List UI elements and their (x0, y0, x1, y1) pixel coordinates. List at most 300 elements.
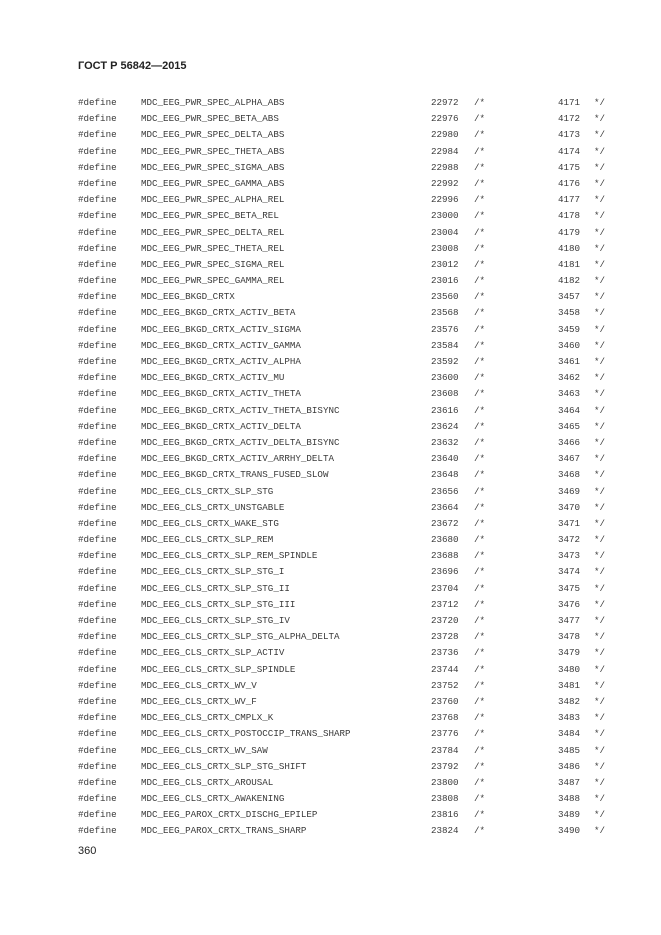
comment-index: 4176 (558, 177, 581, 189)
define-keyword: #define (78, 307, 117, 319)
comment-close: */ (594, 825, 606, 837)
constant-name: MDC_EEG_PWR_SPEC_THETA_REL (141, 242, 285, 254)
constant-name: MDC_EEG_BKGD_CRTX_ACTIV_BETA (141, 307, 296, 319)
comment-close: */ (594, 372, 606, 384)
constant-value: 22992 (431, 177, 459, 189)
comment-close: */ (594, 631, 606, 643)
constant-value: 23688 (431, 550, 459, 562)
define-keyword: #define (78, 598, 117, 610)
constant-value: 22976 (431, 113, 459, 125)
define-keyword: #define (78, 453, 117, 465)
comment-open: /* (474, 615, 486, 626)
constant-name: MDC_EEG_PWR_SPEC_BETA_REL (141, 210, 279, 222)
define-keyword: #define (78, 501, 117, 513)
document-header: ГОСТ Р 56842—2015 (78, 60, 187, 72)
define-line (78, 144, 618, 160)
constant-value: 23608 (431, 388, 459, 400)
define-line (78, 192, 618, 208)
comment-close: */ (594, 679, 606, 691)
comment-index: 3474 (558, 566, 581, 578)
constant-name: MDC_EEG_BKGD_CRTX_ACTIV_SIGMA (141, 323, 301, 335)
comment-open: /* (474, 258, 486, 270)
comment-open: /* (474, 436, 486, 448)
comment-index: 4178 (558, 210, 581, 222)
comment-close: */ (594, 598, 606, 610)
define-line (78, 791, 618, 807)
comment-index: 3486 (558, 760, 581, 772)
comment-index: 4175 (558, 161, 581, 173)
comment-index: 3481 (558, 679, 581, 691)
comment-open: /* (474, 226, 486, 238)
comment-open: /* (474, 177, 486, 189)
constant-value: 22996 (431, 194, 459, 206)
constant-value: 23016 (431, 275, 459, 287)
comment-close: */ (594, 161, 606, 173)
comment-open: /* (474, 453, 486, 465)
comment-index: 3487 (558, 776, 581, 788)
define-line (78, 273, 618, 289)
constant-value: 23768 (431, 712, 459, 724)
define-line (78, 160, 618, 176)
comment-close: */ (594, 582, 606, 594)
define-keyword: #define (78, 339, 117, 351)
define-line (78, 305, 618, 321)
define-keyword: #define (78, 242, 117, 254)
constant-name: MDC_EEG_BKGD_CRTX_ACTIV_DELTA (141, 420, 301, 432)
constant-name: MDC_EEG_PWR_SPEC_DELTA_REL (141, 226, 285, 238)
comment-index: 3471 (558, 517, 581, 529)
comment-index: 3470 (558, 501, 581, 513)
constant-name: MDC_EEG_CLS_CRTX_SLP_ACTIV (141, 647, 285, 659)
constant-name: MDC_EEG_CLS_CRTX_SLP_STG_IV (141, 615, 290, 626)
comment-close: */ (594, 760, 606, 772)
constant-name: MDC_EEG_CLS_CRTX_SLP_REM_SPINDLE (141, 550, 318, 562)
define-keyword: #define (78, 825, 117, 837)
constant-value: 23560 (431, 291, 459, 303)
define-keyword: #define (78, 663, 117, 675)
define-keyword: #define (78, 793, 117, 805)
constant-value: 23648 (431, 469, 459, 481)
constant-value: 23824 (431, 825, 459, 837)
constant-value: 23012 (431, 258, 459, 270)
comment-open: /* (474, 825, 486, 837)
comment-open: /* (474, 776, 486, 788)
define-keyword: #define (78, 647, 117, 659)
comment-index: 3483 (558, 712, 581, 724)
comment-open: /* (474, 356, 486, 367)
define-line (78, 564, 618, 580)
define-line (78, 775, 618, 791)
comment-open: /* (474, 695, 486, 707)
comment-close: */ (594, 323, 606, 335)
comment-open: /* (474, 582, 486, 594)
define-keyword: #define (78, 566, 117, 578)
comment-index: 3465 (558, 420, 581, 432)
comment-index: 3460 (558, 339, 581, 351)
define-line (78, 111, 618, 127)
constant-name: MDC_EEG_PWR_SPEC_SIGMA_REL (141, 258, 285, 270)
comment-index: 3488 (558, 793, 581, 805)
comment-index: 3464 (558, 404, 581, 416)
define-keyword: #define (78, 404, 117, 416)
define-line (78, 257, 618, 273)
constant-name: MDC_EEG_CLS_CRTX_SLP_STG_III (141, 598, 296, 610)
comment-open: /* (474, 145, 486, 157)
comment-index: 3477 (558, 615, 581, 626)
constant-name: MDC_EEG_CLS_CRTX_SLP_SPINDLE (141, 663, 296, 675)
constant-value: 23632 (431, 436, 459, 448)
define-keyword: #define (78, 679, 117, 691)
comment-open: /* (474, 404, 486, 416)
define-keyword: #define (78, 145, 117, 157)
constant-value: 23816 (431, 809, 459, 821)
define-keyword: #define (78, 582, 117, 594)
comment-open: /* (474, 679, 486, 691)
define-line (78, 289, 618, 305)
comment-index: 3482 (558, 695, 581, 707)
comment-close: */ (594, 695, 606, 707)
comment-open: /* (474, 550, 486, 562)
code-listing (78, 95, 618, 840)
comment-close: */ (594, 615, 606, 626)
define-keyword: #define (78, 469, 117, 481)
define-line (78, 419, 618, 435)
constant-name: MDC_EEG_PWR_SPEC_ALPHA_REL (141, 194, 285, 206)
constant-name: MDC_EEG_PWR_SPEC_GAMMA_REL (141, 275, 285, 287)
define-line (78, 807, 618, 823)
constant-name: MDC_EEG_CLS_CRTX_AWAKENING (141, 793, 285, 805)
define-line (78, 435, 618, 451)
constant-name: MDC_EEG_BKGD_CRTX_ACTIV_ALPHA (141, 356, 301, 367)
comment-close: */ (594, 647, 606, 659)
comment-open: /* (474, 275, 486, 287)
comment-open: /* (474, 210, 486, 222)
comment-index: 3489 (558, 809, 581, 821)
define-line (78, 678, 618, 694)
comment-close: */ (594, 712, 606, 724)
constant-name: MDC_EEG_CLS_CRTX_CMPLX_K (141, 712, 274, 724)
constant-value: 23000 (431, 210, 459, 222)
define-keyword: #define (78, 728, 117, 740)
constant-value: 22988 (431, 161, 459, 173)
comment-index: 3473 (558, 550, 581, 562)
constant-name: MDC_EEG_PWR_SPEC_THETA_ABS (141, 145, 285, 157)
define-line (78, 726, 618, 742)
comment-open: /* (474, 517, 486, 529)
define-keyword: #define (78, 113, 117, 125)
page-number: 360 (78, 845, 97, 857)
comment-close: */ (594, 177, 606, 189)
define-line (78, 467, 618, 483)
define-keyword: #define (78, 631, 117, 643)
comment-close: */ (594, 663, 606, 675)
define-keyword: #define (78, 776, 117, 788)
comment-close: */ (594, 469, 606, 481)
comment-index: 4173 (558, 129, 581, 141)
comment-close: */ (594, 339, 606, 351)
define-keyword: #define (78, 760, 117, 772)
define-line (78, 225, 618, 241)
comment-index: 4180 (558, 242, 581, 254)
define-line (78, 484, 618, 500)
comment-open: /* (474, 194, 486, 206)
constant-value: 23592 (431, 356, 459, 367)
comment-open: /* (474, 485, 486, 497)
comment-open: /* (474, 793, 486, 805)
constant-name: MDC_EEG_BKGD_CRTX_ACTIV_MU (141, 372, 285, 384)
define-keyword: #define (78, 436, 117, 448)
define-keyword: #define (78, 615, 117, 626)
constant-name: MDC_EEG_CLS_CRTX_SLP_STG_II (141, 582, 290, 594)
comment-index: 3476 (558, 598, 581, 610)
constant-name: MDC_EEG_CLS_CRTX_WAKE_STG (141, 517, 279, 529)
comment-open: /* (474, 420, 486, 432)
define-line (78, 597, 618, 613)
define-keyword: #define (78, 712, 117, 724)
constant-name: MDC_EEG_PWR_SPEC_BETA_ABS (141, 113, 279, 125)
constant-value: 23576 (431, 323, 459, 335)
define-line (78, 613, 618, 629)
constant-value: 23672 (431, 517, 459, 529)
constant-name: MDC_EEG_CLS_CRTX_SLP_STG_I (141, 566, 285, 578)
comment-close: */ (594, 226, 606, 238)
comment-close: */ (594, 420, 606, 432)
comment-open: /* (474, 291, 486, 303)
comment-close: */ (594, 566, 606, 578)
comment-close: */ (594, 809, 606, 821)
comment-index: 3478 (558, 631, 581, 643)
comment-index: 4172 (558, 113, 581, 125)
constant-name: MDC_EEG_BKGD_CRTX (141, 291, 235, 303)
comment-close: */ (594, 728, 606, 740)
constant-name: MDC_EEG_BKGD_CRTX_TRANS_FUSED_SLOW (141, 469, 329, 481)
constant-name: MDC_EEG_BKGD_CRTX_ACTIV_GAMMA (141, 339, 301, 351)
constant-value: 23008 (431, 242, 459, 254)
comment-open: /* (474, 501, 486, 513)
comment-open: /* (474, 566, 486, 578)
constant-name: MDC_EEG_CLS_CRTX_WV_F (141, 695, 257, 707)
comment-open: /* (474, 388, 486, 400)
comment-close: */ (594, 356, 606, 367)
define-keyword: #define (78, 97, 117, 108)
constant-name: MDC_EEG_PAROX_CRTX_TRANS_SHARP (141, 825, 307, 837)
constant-name: MDC_EEG_PWR_SPEC_GAMMA_ABS (141, 177, 285, 189)
define-keyword: #define (78, 517, 117, 529)
define-line (78, 403, 618, 419)
define-keyword: #define (78, 291, 117, 303)
comment-index: 4171 (558, 97, 581, 108)
define-line (78, 516, 618, 532)
define-keyword: #define (78, 534, 117, 546)
constant-value: 23736 (431, 647, 459, 659)
comment-close: */ (594, 210, 606, 222)
comment-close: */ (594, 291, 606, 303)
constant-value: 23760 (431, 695, 459, 707)
constant-value: 23004 (431, 226, 459, 238)
define-line (78, 354, 618, 370)
comment-index: 3469 (558, 485, 581, 497)
comment-close: */ (594, 97, 606, 108)
constant-value: 23704 (431, 582, 459, 594)
constant-value: 23728 (431, 631, 459, 643)
define-line (78, 208, 618, 224)
constant-value: 23744 (431, 663, 459, 675)
define-keyword: #define (78, 420, 117, 432)
comment-open: /* (474, 598, 486, 610)
comment-open: /* (474, 809, 486, 821)
comment-open: /* (474, 534, 486, 546)
comment-close: */ (594, 194, 606, 206)
constant-name: MDC_EEG_CLS_CRTX_SLP_STG_ALPHA_DELTA (141, 631, 340, 643)
comment-open: /* (474, 647, 486, 659)
define-keyword: #define (78, 388, 117, 400)
comment-close: */ (594, 550, 606, 562)
comment-close: */ (594, 534, 606, 546)
comment-open: /* (474, 129, 486, 141)
constant-value: 23720 (431, 615, 459, 626)
define-keyword: #define (78, 695, 117, 707)
comment-index: 3458 (558, 307, 581, 319)
comment-index: 4179 (558, 226, 581, 238)
comment-open: /* (474, 339, 486, 351)
define-keyword: #define (78, 372, 117, 384)
define-line (78, 95, 618, 111)
constant-value: 23656 (431, 485, 459, 497)
comment-close: */ (594, 145, 606, 157)
constant-value: 23664 (431, 501, 459, 513)
define-line (78, 759, 618, 775)
comment-index: 3490 (558, 825, 581, 837)
constant-name: MDC_EEG_CLS_CRTX_SLP_STG_SHIFT (141, 760, 307, 772)
define-keyword: #define (78, 744, 117, 756)
comment-open: /* (474, 242, 486, 254)
comment-open: /* (474, 97, 486, 108)
constant-value: 22972 (431, 97, 459, 108)
constant-name: MDC_EEG_BKGD_CRTX_ACTIV_DELTA_BISYNC (141, 436, 340, 448)
define-keyword: #define (78, 485, 117, 497)
constant-value: 22980 (431, 129, 459, 141)
constant-value: 23712 (431, 598, 459, 610)
define-keyword: #define (78, 129, 117, 141)
define-line (78, 241, 618, 257)
define-keyword: #define (78, 177, 117, 189)
comment-close: */ (594, 113, 606, 125)
define-line (78, 823, 618, 839)
comment-index: 3463 (558, 388, 581, 400)
constant-value: 23800 (431, 776, 459, 788)
constant-name: MDC_EEG_CLS_CRTX_SLP_REM (141, 534, 274, 546)
comment-open: /* (474, 323, 486, 335)
constant-value: 22984 (431, 145, 459, 157)
constant-name: MDC_EEG_CLS_CRTX_UNSTGABLE (141, 501, 285, 513)
comment-open: /* (474, 712, 486, 724)
comment-close: */ (594, 242, 606, 254)
comment-index: 3484 (558, 728, 581, 740)
comment-index: 3475 (558, 582, 581, 594)
constant-value: 23752 (431, 679, 459, 691)
comment-index: 3462 (558, 372, 581, 384)
define-line (78, 581, 618, 597)
comment-index: 3468 (558, 469, 581, 481)
constant-value: 23784 (431, 744, 459, 756)
comment-index: 4181 (558, 258, 581, 270)
constant-name: MDC_EEG_PAROX_CRTX_DISCHG_EPILEP (141, 809, 318, 821)
define-line (78, 386, 618, 402)
define-line (78, 176, 618, 192)
define-keyword: #define (78, 258, 117, 270)
define-line (78, 548, 618, 564)
define-line (78, 629, 618, 645)
define-line (78, 338, 618, 354)
define-line (78, 662, 618, 678)
constant-name: MDC_EEG_CLS_CRTX_AROUSAL (141, 776, 274, 788)
define-keyword: #define (78, 194, 117, 206)
comment-index: 4182 (558, 275, 581, 287)
comment-close: */ (594, 453, 606, 465)
constant-name: MDC_EEG_CLS_CRTX_POSTOCCIP_TRANS_SHARP (141, 728, 351, 740)
comment-close: */ (594, 388, 606, 400)
comment-open: /* (474, 113, 486, 125)
define-keyword: #define (78, 323, 117, 335)
constant-name: MDC_EEG_BKGD_CRTX_ACTIV_THETA_BISYNC (141, 404, 340, 416)
define-line (78, 127, 618, 143)
define-line (78, 322, 618, 338)
comment-close: */ (594, 793, 606, 805)
constant-value: 23624 (431, 420, 459, 432)
comment-index: 4174 (558, 145, 581, 157)
constant-value: 23696 (431, 566, 459, 578)
comment-close: */ (594, 744, 606, 756)
comment-close: */ (594, 404, 606, 416)
comment-close: */ (594, 258, 606, 270)
comment-open: /* (474, 469, 486, 481)
constant-value: 23616 (431, 404, 459, 416)
comment-close: */ (594, 501, 606, 513)
define-line (78, 500, 618, 516)
constant-name: MDC_EEG_CLS_CRTX_SLP_STG (141, 485, 274, 497)
comment-open: /* (474, 728, 486, 740)
define-line (78, 694, 618, 710)
comment-index: 3457 (558, 291, 581, 303)
define-line (78, 451, 618, 467)
comment-open: /* (474, 631, 486, 643)
constant-value: 23584 (431, 339, 459, 351)
comment-close: */ (594, 307, 606, 319)
comment-open: /* (474, 307, 486, 319)
constant-name: MDC_EEG_PWR_SPEC_ALPHA_ABS (141, 97, 285, 108)
define-line (78, 743, 618, 759)
define-line (78, 370, 618, 386)
constant-name: MDC_EEG_CLS_CRTX_WV_V (141, 679, 257, 691)
constant-value: 23568 (431, 307, 459, 319)
define-keyword: #define (78, 226, 117, 238)
constant-value: 23680 (431, 534, 459, 546)
define-line (78, 532, 618, 548)
comment-open: /* (474, 663, 486, 675)
constant-name: MDC_EEG_PWR_SPEC_DELTA_ABS (141, 129, 285, 141)
comment-index: 3461 (558, 356, 581, 367)
constant-name: MDC_EEG_BKGD_CRTX_ACTIV_THETA (141, 388, 301, 400)
comment-open: /* (474, 161, 486, 173)
comment-index: 3479 (558, 647, 581, 659)
comment-close: */ (594, 129, 606, 141)
define-line (78, 710, 618, 726)
define-keyword: #define (78, 210, 117, 222)
constant-name: MDC_EEG_BKGD_CRTX_ACTIV_ARRHY_DELTA (141, 453, 334, 465)
define-line (78, 645, 618, 661)
comment-index: 4177 (558, 194, 581, 206)
comment-close: */ (594, 517, 606, 529)
